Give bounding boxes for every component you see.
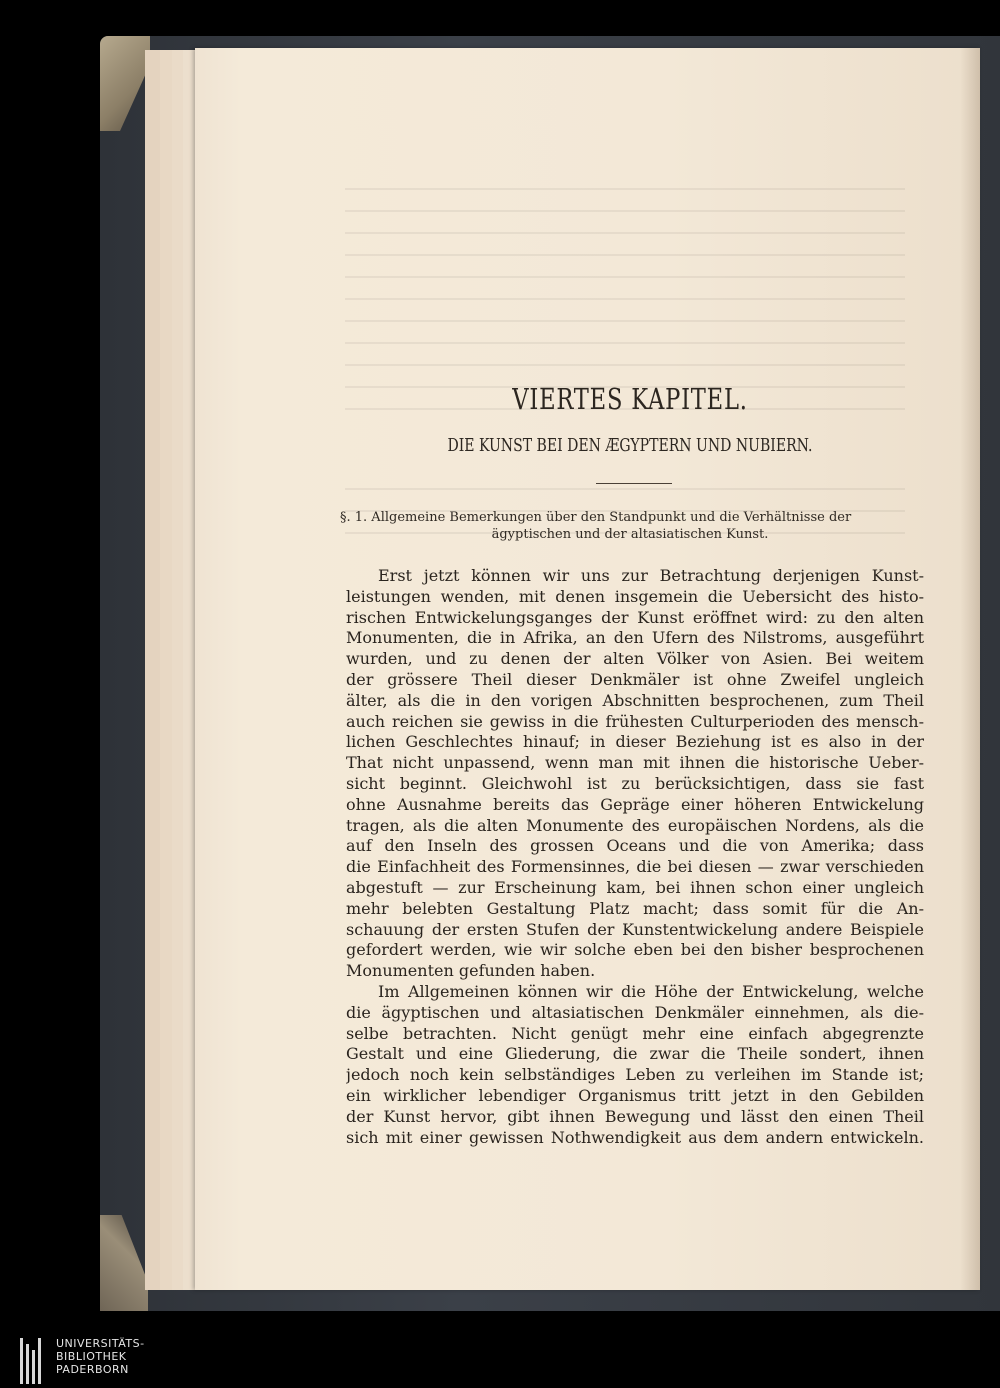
text-line: Monumenten gefunden haben. <box>346 961 596 981</box>
text-line: wurden, und zu denen der alten Völker von Asien. Bei weitem <box>346 649 924 669</box>
text-line: Monumenten, die in Afrika, an den Ufern des Nilstroms, ausgeführt <box>346 628 924 648</box>
text-line: Im Allgemeinen können wir die Höhe der Entwickelung, welche <box>378 981 924 1001</box>
library-name-line: PADERBORN <box>56 1363 129 1376</box>
library-name-line: UNIVERSITÄTS- <box>56 1337 145 1350</box>
chapter-title: VIERTES KAPITEL. <box>512 382 748 416</box>
text-line: tragen, als die alten Monumente des europäischen Nordens, als die <box>346 815 924 835</box>
text-line: Erst jetzt können wir uns zur Betrachtung derjenigen Kunst- <box>378 566 924 585</box>
section-divider <box>596 483 672 484</box>
text-line: älter, als die in den vorigen Abschnitten besprochenen, zum Theil <box>346 690 924 710</box>
body-text <box>346 566 924 1148</box>
text-line: der grössere Theil dieser Denkmäler ist ohne Zweifel ungleich <box>346 669 924 689</box>
text-line: der Kunst hervor, gibt ihnen Bewegung und lässt den einen Theil <box>346 1106 924 1126</box>
text-line: rischen Entwickelungsganges der Kunst eröffnet wird: zu den alten <box>346 607 924 627</box>
text-line: Gestalt und eine Gliederung, die zwar die Theile sondert, ihnen <box>346 1044 924 1064</box>
text-line: abgestuft — zur Erscheinung kam, bei ihnen schon einer ungleich <box>346 877 924 897</box>
section-heading <box>340 509 920 543</box>
text-line: die ägyptischen und altasiatischen Denkmäler einnehmen, als die- <box>346 1002 924 1022</box>
section-heading-line: §. 1. Allgemeine Bemerkungen über den Standpunkt und die Verhältnisse der <box>340 510 852 525</box>
text-line: ohne Ausnahme bereits das Gepräge einer höheren Entwickelung <box>346 794 924 814</box>
chapter-subtitle: DIE KUNST BEI DEN ÆGYPTERN UND NUBIERN. <box>447 435 813 456</box>
text-line: auch reichen sie gewiss in die frühesten Culturperioden des mensch- <box>346 711 924 731</box>
library-name <box>56 1337 145 1376</box>
text-line: leistungen wenden, mit denen insgemein die Uebersicht des histo- <box>346 586 924 606</box>
text-line: gefordert werden, wie wir solche eben bei den bisher besprochenen <box>346 940 924 960</box>
text-line: jedoch noch kein selbständiges Leben zu verleihen im Stande ist; <box>346 1065 924 1085</box>
text-line: sicht beginnt. Gleichwohl ist zu berücksichtigen, dass sie fast <box>346 773 924 793</box>
library-name-line: BIBLIOTHEK <box>56 1350 127 1363</box>
text-line: That nicht unpassend, wenn man mit ihnen die historische Ueber- <box>346 753 924 773</box>
section-heading-line: ägyptischen und der altasiatischen Kunst. <box>491 527 769 542</box>
text-line: schauung der ersten Stufen der Kunstentwickelung andere Beispiele <box>346 919 924 939</box>
text-line: sich mit einer gewissen Nothwendigkeit aus dem andern entwickeln. <box>346 1127 924 1147</box>
library-logo-icon <box>20 1338 46 1384</box>
text-line: selbe betrachten. Nicht genügt mehr eine einfach abgegrenzte <box>346 1023 924 1043</box>
text-line: lichen Geschlechtes hinauf; in dieser Beziehung ist es also in der <box>346 732 924 752</box>
page-gutter-shadow <box>960 48 980 1290</box>
library-footer <box>0 1320 1000 1388</box>
text-line: ein wirklicher lebendiger Organismus tritt jetzt in den Gebilden <box>346 1085 924 1105</box>
text-line: mehr belebten Gestaltung Platz macht; dass somit für die An- <box>346 898 924 918</box>
text-line: die Einfachheit des Formensinnes, die bei diesen — zwar verschieden <box>346 857 924 877</box>
text-line: auf den Inseln des grossen Oceans und die von Amerika; dass <box>346 836 924 856</box>
